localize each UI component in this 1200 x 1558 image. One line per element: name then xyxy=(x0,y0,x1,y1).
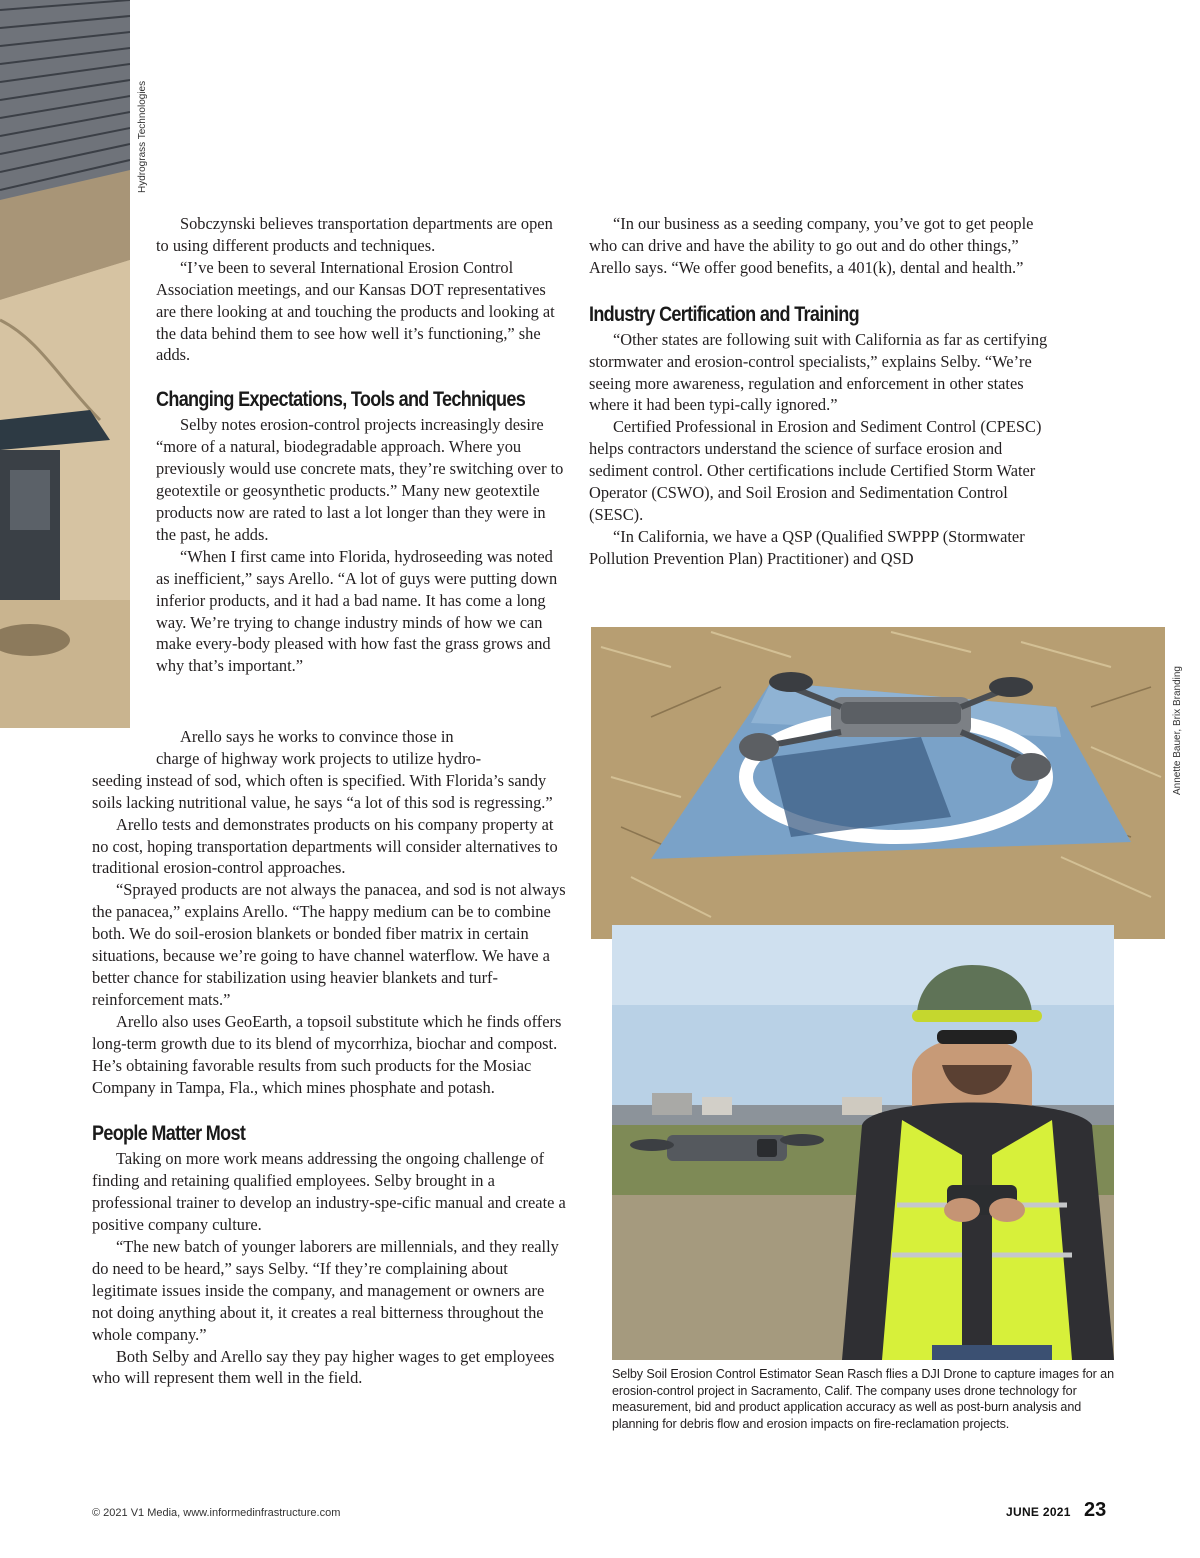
paragraph-florida: “When I first came into Florida, hydroseeding was noted as inefficient,” says Arello. “A lot of guys were putting down inferior products, and it had a bad name. It has come a long way. We’re trying to change industry minds of how we can make every-body pleased with how fast the grass grows and why that’s important.” xyxy=(156,546,558,676)
paragraph-other-states: “Other states are following suit with California as far as certifying stormwater and erosion-control specialists,” explains Selby. “We’re seeing more awareness, regulation and enforcement in other states where it had been typi-cally ignored.” xyxy=(589,329,1048,415)
paragraph-convince-rest: seeding instead of sod, which often is specified. With Florida’s sandy soils lacking nutritional value, he says “a lot of this sod is regressing.” xyxy=(92,770,553,812)
drone-landing-pad-photo xyxy=(591,627,1165,939)
paragraph-sobczynski: Sobczynski believes transportation departments are open to using different products and techniques. xyxy=(156,214,553,255)
paragraph-arello-tests: Arello tests and demonstrates products on his company property at no cost, hoping transportation departments will consider alternatives to traditional erosion-control approaches. xyxy=(92,814,558,878)
heading-industry-certification: Industry Certification and Training xyxy=(589,302,859,326)
photo-credit-right: Annette Bauer, Brix Branding xyxy=(1172,666,1183,795)
left-column-lower xyxy=(92,726,568,1389)
paragraph-convince-line2: charge of highway work projects to utilize hydro- xyxy=(156,748,482,768)
photo-caption: Selby Soil Erosion Control Estimator Sean Rasch flies a DJI Drone to capture images for an erosion-control project in Sacramento, Calif. The company uses drone technology for measurement, bid and product application accuracy as well as post-burn analysis and planning for debris flow and erosion impacts on fire-reclamation projects. xyxy=(612,1367,1114,1431)
solar-field-photo xyxy=(0,0,130,728)
paragraph-convince-line1: Arello says he works to convince those in xyxy=(180,727,454,746)
right-column xyxy=(589,213,1059,570)
heading-changing-expectations: Changing Expectations, Tools and Techniques xyxy=(156,388,526,412)
paragraph-seeding-company: “In our business as a seeding company, you’ve got to get people who can drive and have the ability to go out and do other things,” Arello says. “We offer good benefits, a 401(k), dental and health.” xyxy=(589,214,1034,277)
page-number: 23 xyxy=(1084,1499,1107,1521)
paragraph-higher-wages: Both Selby and Arello say they pay higher wages to get employees who will represent them well in the field. xyxy=(92,1346,555,1388)
heading-people-matter: People Matter Most xyxy=(92,1122,246,1146)
paragraph-millennials: “The new batch of younger laborers are millennials, and they really do need to be heard,” says Selby. “If they’re complaining about legitimate issues inside the company, and management or owners are not doing anything about it, it creates a real bitterness throughout the whole company.” xyxy=(92,1237,559,1344)
paragraph-qsp: “In California, we have a QSP (Qualified SWPPP (Stormwater Pollution Prevention Plan) Practitioner) and QSD xyxy=(589,526,1025,568)
paragraph-cpesc: Certified Professional in Erosion and Sediment Control (CPESC) helps contractors understand the science of surface erosion and sediment control. Other certifications include Certified Storm Water Operator (CSWO), and Soil Erosion and Sedimentation Control (SESC). xyxy=(589,417,1042,524)
paragraph-sprayed-products: “Sprayed products are not always the panacea, and sod is not always the panacea,” explains Arello. “The happy medium can be to combine both. We do soil-erosion blankets or bonded fiber matrix in certain situations, because we’re going to have channel waterflow. We have a better chance for stabilization using heavier blankets and turf-reinforcement mats.” xyxy=(92,880,566,1009)
paragraph-selby-notes: Selby notes erosion-control projects increasingly desire “more of a natural, biodegradable approach. Where you previously would use concrete mats, they’re switching over to geotextile or geosynthetic products.” Many new geotextile products now are rated to last a lot longer than they were in the past, he adds. xyxy=(156,415,564,544)
paragraph-geoearth: Arello also uses GeoEarth, a topsoil substitute which he finds offers long-term growth due to its blend of mycorrhiza, biochar and compost. He’s obtaining favorable results from such products for the Mosiac Company in Tampa, Fla., which mines phosphate and potash. xyxy=(92,1011,562,1097)
left-column-upper xyxy=(156,213,568,677)
footer-issue-date: JUNE 2021 xyxy=(1006,1505,1071,1519)
footer-copyright: © 2021 V1 Media, www.informedinfrastructure.com xyxy=(92,1507,341,1519)
paragraph-ieca: “I’ve been to several International Erosion Control Association meetings, and our Kansas DOT representatives are there looking at and touching the products and looking at the data behind them to see how well it’s functioning,” she adds. xyxy=(156,257,555,365)
photo-credit-top: Hydrograss Technologies xyxy=(137,80,148,193)
drone-pilot-photo xyxy=(612,925,1114,1360)
paragraph-retaining-employees: Taking on more work means addressing the ongoing challenge of finding and retaining qualified employees. Selby brought in a professional trainer to develop an industry-spe-cific manual and create a positive company culture. xyxy=(92,1149,566,1235)
